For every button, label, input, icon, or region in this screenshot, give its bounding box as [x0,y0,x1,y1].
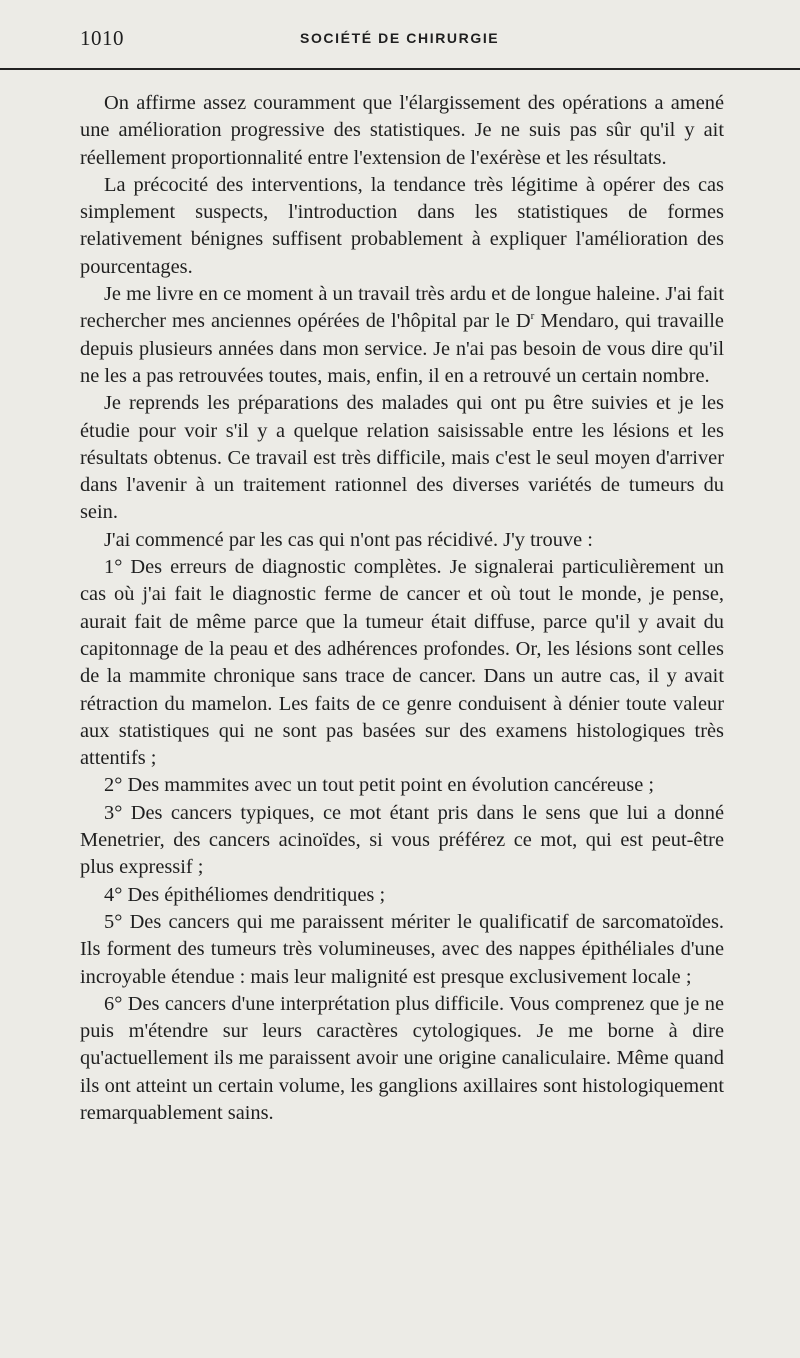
header-rule [0,68,800,70]
list-item-6: 6° Des cancers d'une interprétation plus difficile. Vous comprenez que je ne puis m'étendre sur leurs caractères cytologiques. Je me borne à dire qu'actuellement ils me paraissent avoir une origine canaliculaire. Même quand ils ont atteint un certain volume, les ganglions axillaires sont histologiquement remarquablement sains. [80,992,724,1124]
list-item-3: 3° Des cancers typiques, ce mot étant pris dans le sens que lui a donné Menetrier, des cancers acinoïdes, si vous préférez ce mot, qui est peut-être plus expressif ; [80,801,724,879]
doctor-abbrev-superscript: r [530,310,535,323]
paragraph-3-end: Mendaro, qui travaille depuis plusieurs années dans mon service. Je n'ai pas besoin de vous dire qu'il ne les a pas retrouvées toutes, mais, enfin, il en a retrouvé un certain nombre. [80,310,724,387]
list-item-4: 4° Des épithéliomes dendritiques ; [104,883,386,906]
paragraph-3 [80,281,724,390]
list-item-5: 5° Des cancers qui me paraissent mériter le qualificatif de sarcomatoïdes. Ils forment des tumeurs très volumineuses, avec des nappes épithéliales d'une incroyable étendue : mais leur malignité est presque exclusivement locale ; [80,910,724,988]
running-title: SOCIÉTÉ DE CHIRURGIE [300,30,500,46]
paragraph-5: J'ai commencé par les cas qui n'ont pas récidivé. J'y trouve : [104,528,593,551]
paragraph-3-start: Je me livre en ce moment à un travail très ardu et de longue haleine. J'ai fait rechercher mes anciennes opérées de l'hôpital par le D [80,283,724,333]
paragraph-2: La précocité des interventions, la tendance très légitime à opérer des cas simplement suspects, l'introduction dans les statistiques de formes relativement bénignes suffisent probablement à expliquer l'amélioration des pourcentages. [80,173,724,278]
paragraph-4: Je reprends les préparations des malades qui ont pu être suivies et je les étudie pour voir s'il y a quelque relation saisissable entre les lésions et les résultats obtenus. Ce travail est très difficile, mais c'est le seul moyen d'arriver dans l'avenir à un traitement rationnel des diverses variétés de tumeurs du sein. [80,392,724,524]
paragraph-1: On affirme assez couramment que l'élargissement des opérations a amené une amélioration progressive des statistiques. Je ne suis pas sûr qu'il y ait réellement proportionnalité entre l'extension de l'exérèse et les résultats. [80,92,724,169]
page-number: 1010 [80,26,124,50]
page-header [80,0,724,60]
list-item-1: 1° Des erreurs de diagnostic complètes. Je signalerai particulièrement un cas où j'ai fait le diagnostic ferme de cancer et où tout le monde, je pense, aurait fait de même parce que la tumeur était diffuse, parce qu'il y avait du capitonnage de la peau et des adhérences profondes. Or, les lésions sont celles de la mammite chronique sans trace de cancer. Dans un autre cas, il y avait rétraction du mamelon. Les faits de ce genre conduisent à dénier toute valeur aux statistiques qui ne sont pas basées sur des examens histologiques très attentifs ; [80,556,724,770]
list-item-2: 2° Des mammites avec un tout petit point en évolution cancéreuse ; [104,774,655,797]
body-text [80,90,724,1127]
